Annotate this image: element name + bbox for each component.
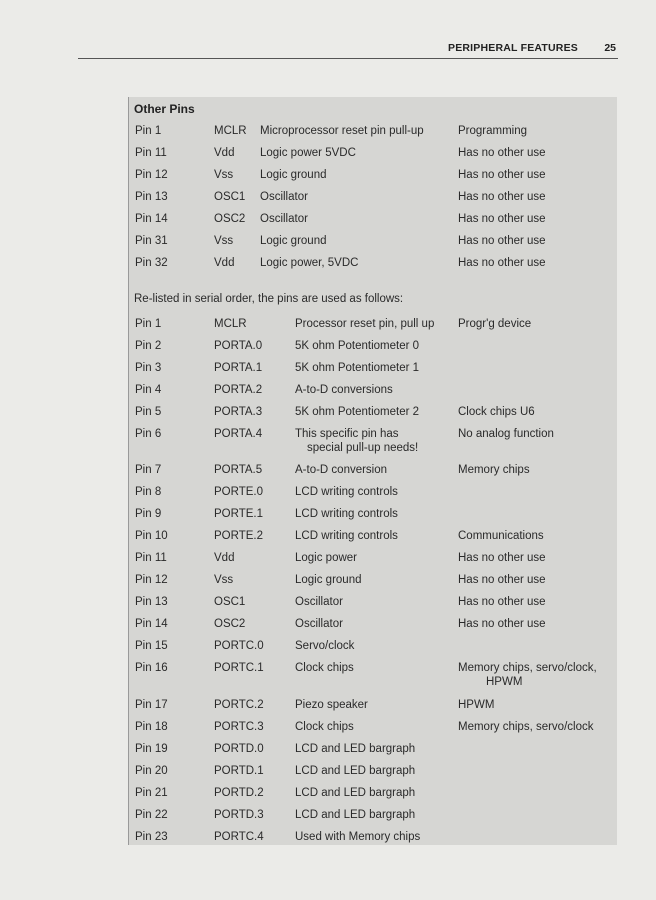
pin-function: Oscillator: [260, 191, 308, 203]
pin-use: Memory chips, servo/clock,: [458, 662, 597, 674]
pin-name: OSC2: [214, 213, 246, 225]
pin-name: Vss: [214, 235, 234, 247]
pin-number: Pin 16: [135, 662, 168, 674]
pin-name: PORTD.1: [214, 765, 264, 777]
pin-name: PORTC.4: [214, 831, 264, 843]
pin-number: Pin 18: [135, 721, 168, 733]
pin-function: Clock chips: [295, 721, 354, 733]
other-pins-title: Other Pins: [134, 102, 195, 116]
pin-name: PORTA.3: [214, 406, 263, 418]
pin-number: Pin 11: [135, 147, 167, 159]
pin-use: Has no other use: [458, 213, 546, 225]
pin-name: PORTE.2: [214, 530, 263, 542]
pin-name: MCLR: [214, 318, 247, 330]
pin-use: Has no other use: [458, 574, 546, 586]
pin-function: Oscillator: [295, 596, 343, 608]
pin-function: LCD and LED bargraph: [295, 743, 416, 755]
pin-name: PORTD.0: [214, 743, 264, 755]
pin-function: This specific pin has: [295, 428, 399, 440]
running-header: [78, 38, 618, 59]
pin-use: Clock chips U6: [458, 406, 535, 418]
pin-use: Programming: [458, 125, 528, 137]
pin-name: PORTA.2: [214, 384, 263, 396]
pin-name: PORTE.0: [214, 486, 263, 498]
pin-number: Pin 3: [135, 362, 162, 374]
pin-use: Memory chips, servo/clock: [458, 721, 594, 733]
pin-function: Servo/clock: [295, 640, 355, 652]
pin-use: Progr'g device: [458, 318, 532, 330]
pin-number: Pin 9: [135, 508, 162, 520]
pin-number: Pin 14: [135, 213, 168, 225]
pin-number: Pin 6: [135, 428, 162, 440]
pin-function: Oscillator: [260, 213, 308, 225]
pin-use: Communications: [458, 530, 544, 542]
pin-use: Has no other use: [458, 147, 546, 159]
pin-name: Vdd: [214, 552, 235, 564]
pin-name: PORTC.3: [214, 721, 264, 733]
pin-number: Pin 2: [135, 340, 162, 352]
pin-function: LCD and LED bargraph: [295, 809, 416, 821]
pin-function: A-to-D conversion: [295, 464, 388, 476]
pin-number: Pin 21: [135, 787, 168, 799]
pin-function: Used with Memory chips: [295, 831, 421, 843]
pin-number: Pin 12: [135, 169, 168, 181]
pin-name: PORTA.1: [214, 362, 263, 374]
pin-use: Has no other use: [458, 235, 546, 247]
pin-number: Pin 31: [135, 235, 168, 247]
pin-number: Pin 17: [135, 699, 168, 711]
pin-number: Pin 12: [135, 574, 168, 586]
pin-name: Vss: [214, 169, 234, 181]
pin-number: Pin 19: [135, 743, 168, 755]
pin-name: OSC1: [214, 191, 246, 203]
pin-function: A-to-D conversions: [295, 384, 393, 396]
pin-name: PORTC.0: [214, 640, 264, 652]
pin-function: Logic power, 5VDC: [260, 257, 359, 269]
pin-name: PORTD.3: [214, 809, 264, 821]
pin-use: Has no other use: [458, 618, 546, 630]
pin-use: No analog function: [458, 428, 554, 440]
pin-name: Vdd: [214, 257, 235, 269]
pin-number: Pin 4: [135, 384, 162, 396]
chapter-title: PERIPHERAL FEATURES: [447, 42, 578, 54]
pin-use: Memory chips: [458, 464, 530, 476]
page-number: 25: [604, 42, 616, 54]
pin-function: Logic ground: [260, 235, 327, 247]
pin-function-continued: special pull-up needs!: [307, 442, 419, 454]
pin-name: PORTD.2: [214, 787, 264, 799]
pin-use: Has no other use: [458, 552, 546, 564]
pin-function: 5K ohm Potentiometer 1: [295, 362, 420, 374]
pin-function: LCD and LED bargraph: [295, 787, 416, 799]
pin-function: LCD and LED bargraph: [295, 765, 416, 777]
pin-number: Pin 20: [135, 765, 168, 777]
pin-name: PORTC.2: [214, 699, 264, 711]
pin-name: PORTC.1: [214, 662, 264, 674]
pin-function: Logic power 5VDC: [260, 147, 356, 159]
pin-use: Has no other use: [458, 596, 546, 608]
pin-function: Logic ground: [260, 169, 327, 181]
pin-name: MCLR: [214, 125, 247, 137]
pin-use-continued: HPWM: [486, 676, 523, 688]
pin-use: Has no other use: [458, 169, 546, 181]
pin-name: PORTA.5: [214, 464, 263, 476]
pin-number: Pin 15: [135, 640, 168, 652]
pin-use: Has no other use: [458, 191, 546, 203]
pin-name: Vss: [214, 574, 234, 586]
pin-number: Pin 8: [135, 486, 162, 498]
pin-name: PORTA.0: [214, 340, 263, 352]
pin-function: Piezo speaker: [295, 699, 368, 711]
pin-use: Has no other use: [458, 257, 546, 269]
pin-function: LCD writing controls: [295, 508, 398, 520]
pin-function: Processor reset pin, pull up: [295, 318, 435, 330]
pin-function: Clock chips: [295, 662, 354, 674]
pin-number: Pin 22: [135, 809, 168, 821]
pin-function: LCD writing controls: [295, 530, 398, 542]
pin-function: Microprocessor reset pin pull-up: [260, 125, 424, 137]
pin-number: Pin 1: [135, 125, 162, 137]
pin-function: LCD writing controls: [295, 486, 398, 498]
pin-number: Pin 14: [135, 618, 168, 630]
pin-number: Pin 13: [135, 596, 168, 608]
pin-function: 5K ohm Potentiometer 2: [295, 406, 420, 418]
pin-use: HPWM: [458, 699, 495, 711]
pin-number: Pin 13: [135, 191, 168, 203]
pin-function: Oscillator: [295, 618, 343, 630]
pin-name: OSC2: [214, 618, 246, 630]
pin-number: Pin 10: [135, 530, 168, 542]
pin-number: Pin 32: [135, 257, 168, 269]
pin-function: 5K ohm Potentiometer 0: [295, 340, 420, 352]
pin-number: Pin 23: [135, 831, 168, 843]
pin-number: Pin 5: [135, 406, 162, 418]
pin-number: Pin 11: [135, 552, 167, 564]
pin-number: Pin 7: [135, 464, 162, 476]
serial-order-note: Re-listed in serial order, the pins are used as follows:: [134, 293, 404, 305]
pin-name: PORTA.4: [214, 428, 263, 440]
pin-function: Logic ground: [295, 574, 362, 586]
pin-name: Vdd: [214, 147, 235, 159]
pin-name: PORTE.1: [214, 508, 263, 520]
pin-name: OSC1: [214, 596, 246, 608]
pin-function: Logic power: [295, 552, 358, 564]
pin-number: Pin 1: [135, 318, 162, 330]
